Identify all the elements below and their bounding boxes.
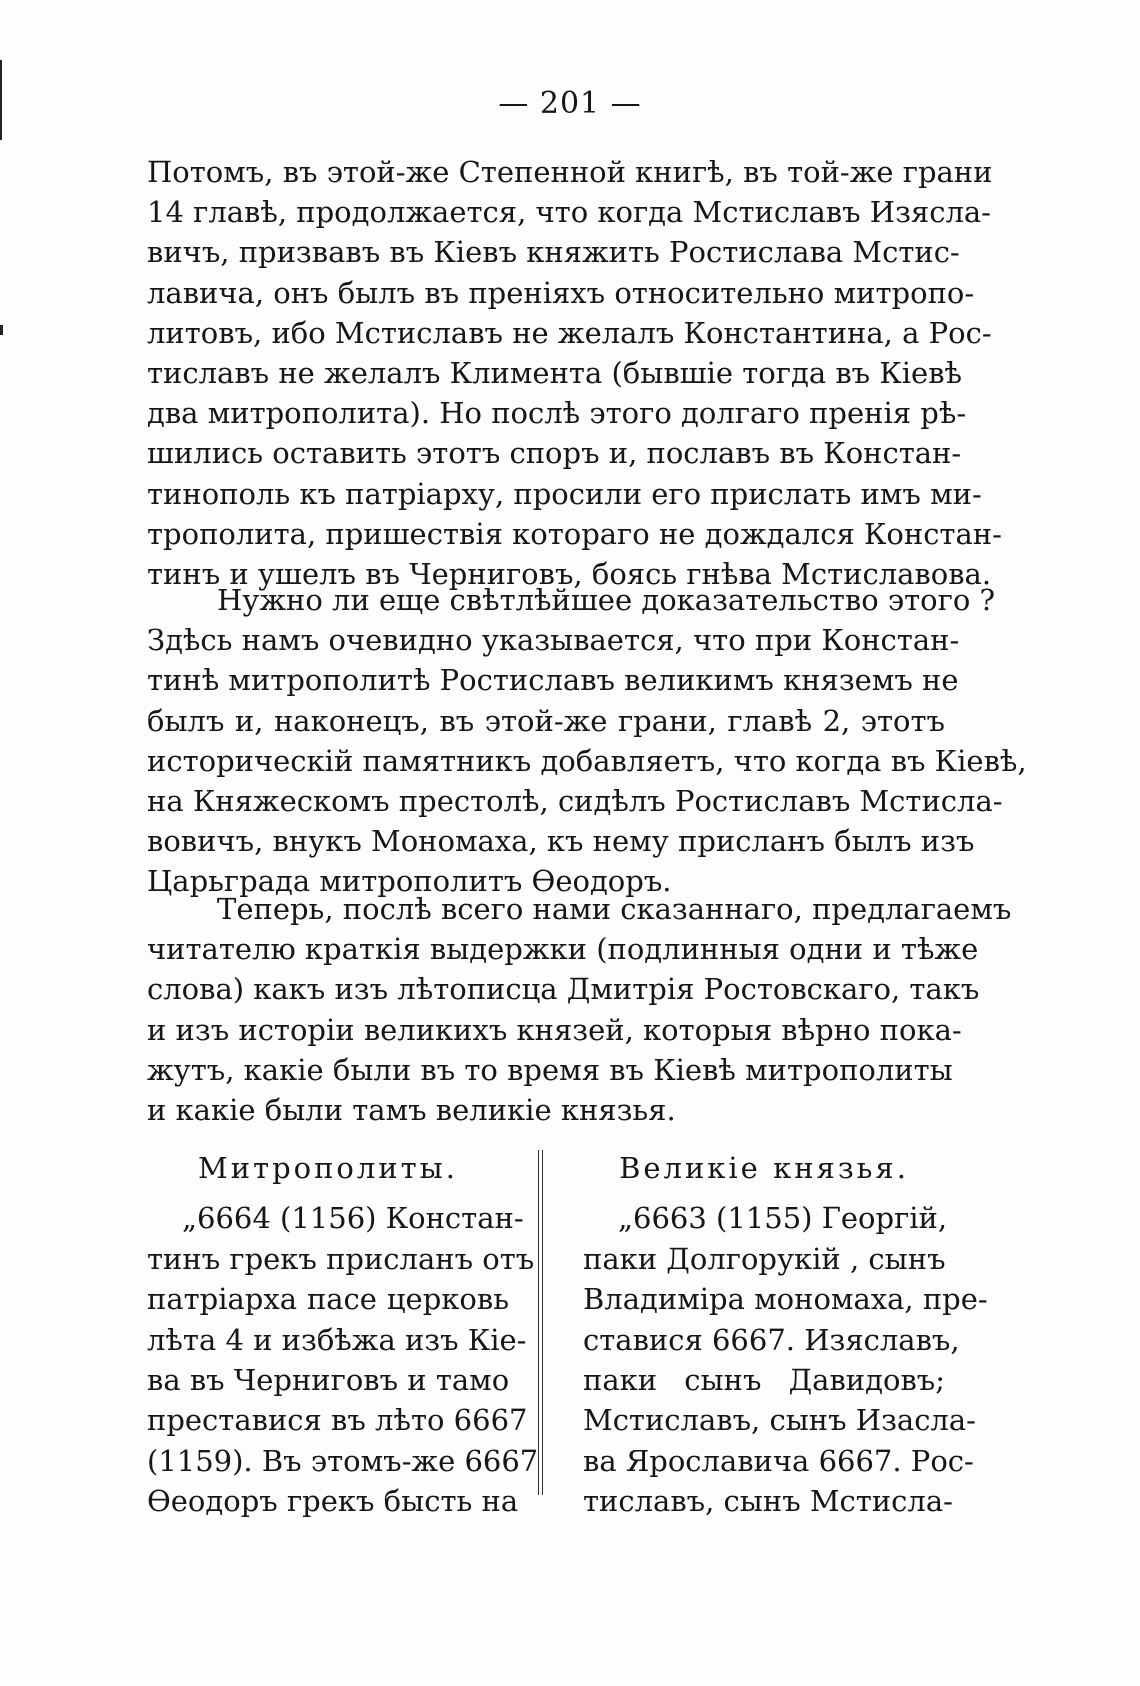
text-line: два митрополита). Но послѣ этого долгаго пренія рѣ- bbox=[147, 396, 967, 431]
page-number: — 201 — bbox=[498, 86, 642, 121]
text-line: патріарха пасе церковь bbox=[147, 1282, 509, 1317]
text-line: 14 главѣ, продолжается, что когда Мстиславъ Изясла- bbox=[147, 195, 991, 230]
paragraph-2 bbox=[147, 580, 1027, 902]
text-line: тинѣ митрополитѣ Ростиславъ великимъ княземъ не bbox=[147, 663, 959, 698]
text-line: Здѣсь намъ очевидно указывается, что при Констан- bbox=[147, 623, 960, 658]
text-line: ва въ Черниговъ и тамо bbox=[147, 1363, 510, 1398]
text-line: на Княжескомъ престолѣ, сидѣлъ Ростиславъ Мстисла- bbox=[147, 784, 1003, 819]
paragraph-1 bbox=[147, 152, 1002, 594]
two-column-section bbox=[147, 1148, 988, 1519]
text-line: паки сынъ Давидовъ; bbox=[583, 1363, 945, 1398]
grand-princes-column bbox=[583, 1148, 988, 1522]
text-line: паки Долгорукій , сынъ bbox=[583, 1241, 946, 1276]
text-line: и какіе были тамъ великіе князья. bbox=[147, 1093, 676, 1128]
column-title-metropolitans: Митрополиты. bbox=[198, 1151, 458, 1185]
text-line: жутъ, какіе были въ то время въ Кіевѣ митрополиты bbox=[147, 1052, 953, 1087]
column-divider bbox=[538, 1150, 543, 1495]
text-line: литовъ, ибо Мстиславъ не желалъ Константина, а Рос- bbox=[147, 315, 992, 350]
text-line: Теперь, послѣ всего нами сказаннаго, предлагаемъ bbox=[217, 892, 1012, 926]
text-line: тинъ грекъ присланъ отъ bbox=[147, 1241, 535, 1276]
text-line: шились оставить этотъ споръ и, пославъ въ Констан- bbox=[147, 436, 962, 471]
column-title-grand-princes: Великіе князья. bbox=[619, 1151, 909, 1185]
text-line: тинъ и ушелъ въ Черниговъ, боясь гнѣва Мстиславова. bbox=[147, 557, 992, 592]
text-line: читателю краткія выдержки (подлинныя одни и тѣже bbox=[147, 932, 979, 967]
text-line: трополита, пришествія котораго не дождался Констан- bbox=[147, 516, 1002, 551]
text-line: Владиміра мономаха, пре- bbox=[583, 1282, 988, 1317]
text-line: Царьграда митрополитъ Ѳеодоръ. bbox=[147, 864, 672, 899]
text-line: былъ и, наконецъ, въ этой-же грани, главѣ 2, этотъ bbox=[147, 703, 945, 738]
scan-edge-dot bbox=[0, 325, 3, 335]
text-line: вичъ, призвавъ въ Кіевъ княжить Ростислава Мстис- bbox=[147, 235, 960, 270]
text-line: вовичъ, внукъ Мономаха, къ нему присланъ былъ изъ bbox=[147, 824, 975, 859]
text-line: „6664 (1156) Констан- bbox=[182, 1201, 524, 1236]
metropolitans-column bbox=[147, 1148, 539, 1522]
text-line: лавича, онъ былъ въ преніяхъ относительно митропо- bbox=[147, 275, 975, 310]
text-line: ставися 6667. Изяславъ, bbox=[583, 1322, 960, 1357]
text-line: лѣта 4 и избѣжа изъ Кіе- bbox=[147, 1322, 527, 1357]
text-line: историческій памятникъ добавляетъ, что когда въ Кіевѣ, bbox=[147, 743, 1027, 778]
text-line: преставися въ лѣто 6667 bbox=[147, 1403, 528, 1438]
text-line: „6663 (1155) Георгій, bbox=[618, 1201, 948, 1236]
text-line: тинополь къ патріарху, просили его прислать имъ ми- bbox=[147, 476, 982, 511]
text-line: Ѳеодоръ грекъ бысть на bbox=[147, 1484, 519, 1519]
text-line: Нужно ли еще свѣтлѣйшее доказательство этого ? bbox=[217, 583, 996, 617]
text-line: тиславъ не желалъ Климента (бывшіе тогда въ Кіевѣ bbox=[147, 356, 963, 391]
text-line: тиславъ, сынъ Мстисла- bbox=[583, 1484, 953, 1519]
text-line: слова) какъ изъ лѣтописца Дмитрія Ростовскаго, такъ bbox=[147, 972, 980, 1007]
text-line: Потомъ, въ этой-же Степенной книгѣ, въ той-же грани bbox=[147, 155, 993, 189]
text-line: и изъ исторіи великихъ князей, которыя вѣрно пока- bbox=[147, 1012, 962, 1047]
paragraph-3 bbox=[147, 889, 1012, 1130]
text-line: ва Ярославича 6667. Рос- bbox=[583, 1443, 974, 1478]
text-line: Мстиславъ, сынъ Изасла- bbox=[583, 1403, 976, 1438]
text-line: (1159). Въ этомъ-же 6667 bbox=[147, 1443, 539, 1478]
